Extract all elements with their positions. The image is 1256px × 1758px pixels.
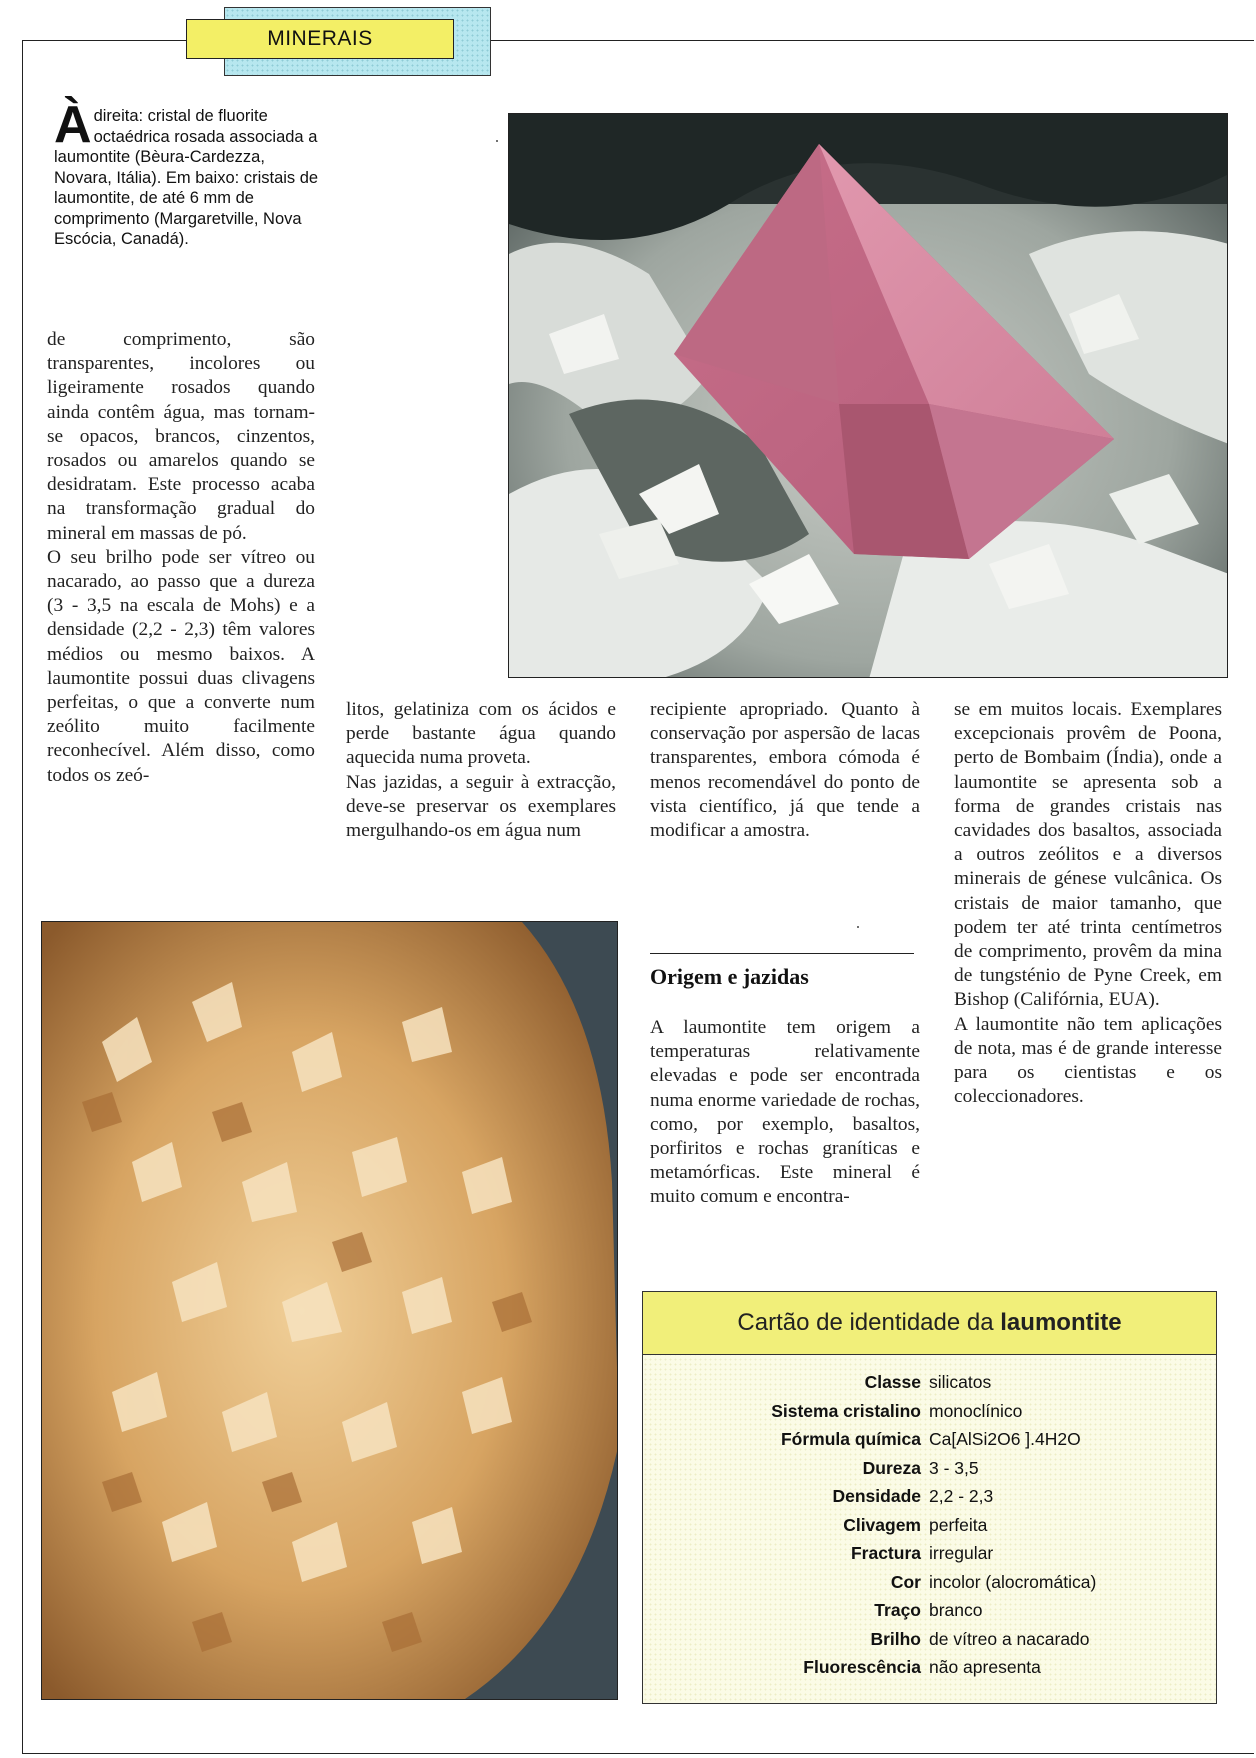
- card-key: Brilho: [870, 1628, 921, 1649]
- card-key: Sistema cristalino: [771, 1400, 921, 1421]
- card-value: incolor (alocromática): [929, 1571, 1097, 1592]
- card-row-cor: [643, 1572, 1216, 1601]
- body-column-1: [47, 328, 315, 788]
- card-key: Fluorescência: [803, 1657, 921, 1677]
- section-heading: Origem e jazidas: [650, 964, 809, 989]
- body-paragraph: recipiente apropriado. Quanto à conservação por aspersão de lacas transparentes, embora cómoda é menos recomendável do ponto de vista científico, já que tende a modificar a amostra.: [650, 699, 920, 842]
- card-key: Fórmula química: [780, 1429, 921, 1449]
- card-key: Fractura: [850, 1543, 921, 1563]
- card-key: Classe: [864, 1372, 921, 1392]
- fluorite-crystal-image: [509, 114, 1228, 678]
- fluorite-photo: [508, 113, 1228, 678]
- card-value: silicatos: [929, 1372, 992, 1392]
- card-value: monoclínico: [929, 1400, 1023, 1421]
- body-column-4: [954, 698, 1222, 1109]
- scan-speck: [857, 926, 859, 928]
- card-value: irregular: [929, 1543, 994, 1563]
- card-value: 3 - 3,5: [929, 1457, 979, 1478]
- section-rule: [650, 953, 914, 954]
- card-row-brilho: [643, 1629, 1216, 1658]
- body-paragraph: A laumontite tem origem a temperaturas relativamente elevadas e pode ser encontrada numa enorme variedade de rochas, como, por exemplo, basaltos, porfiritos e rochas graníticas e metamórficas. Este mineral é muito comum e encontra-: [650, 1017, 920, 1208]
- card-key: Clivagem: [843, 1514, 921, 1535]
- body-column-3-continued: [650, 1016, 920, 1210]
- identity-card-title-mineral: laumontite: [1000, 1309, 1122, 1336]
- caption-dropcap: À: [54, 96, 92, 154]
- card-key: Dureza: [862, 1457, 921, 1478]
- card-value: de vítreo a nacarado: [929, 1628, 1090, 1649]
- identity-card-title-prefix: Cartão de identidade da: [737, 1309, 1001, 1336]
- card-row-traco: [643, 1600, 1216, 1629]
- identity-card: [642, 1291, 1217, 1704]
- body-paragraph: se em muitos locais. Exemplares excepcionais provêm de Poona, perto de Bombaim (Índia), onde a laumontite se apresenta sob a forma de grandes cristais nas cavidades dos basaltos, associada a outros zeólitos e a diversos minerais de génese vulcânica. Os cristais de maior tamanho, que podem ter até trinta centímetros de comprimento, provêm da mina de tungsténio de Pyne Creek, em Bishop (Califórnia, EUA).: [954, 699, 1222, 1011]
- card-row-fluorescencia: [643, 1657, 1216, 1686]
- section-tab: MINERAIS: [186, 19, 454, 59]
- body-paragraph: A laumontite não tem aplicações de nota, mas é de grande interesse para os cientistas e os coleccionadores.: [954, 1013, 1222, 1108]
- card-key: Densidade: [832, 1486, 921, 1506]
- photo-caption: [54, 96, 324, 250]
- card-key: Cor: [890, 1571, 921, 1592]
- identity-card-rows: [643, 1372, 1216, 1686]
- card-value: não apresenta: [929, 1657, 1041, 1677]
- laumontite-crystals-image: [42, 922, 618, 1700]
- card-value: perfeita: [929, 1514, 988, 1535]
- scan-speck: [496, 140, 498, 142]
- card-value: 2,2 - 2,3: [929, 1486, 994, 1506]
- card-row-formula: [643, 1429, 1216, 1458]
- body-paragraph: Nas jazidas, a seguir à extracção, deve-se preservar os exemplares mergulhando-os em água num: [346, 771, 616, 842]
- card-row-sistema: [643, 1401, 1216, 1430]
- body-column-2: [346, 698, 616, 843]
- card-row-fractura: [643, 1543, 1216, 1572]
- card-row-dureza: [643, 1458, 1216, 1487]
- card-key: Traço: [874, 1600, 921, 1620]
- card-value: branco: [929, 1600, 983, 1620]
- caption-text: direita: cristal de fluorite octaédrica rosada associada a laumontite (Bèura-Cardezza, Novara, Itália). Em baixo: cristais de laumontite, de até 6 mm de comprimento (Margaretville, Nova Escócia, Canadá).: [54, 107, 319, 248]
- identity-card-title: [643, 1292, 1216, 1355]
- body-paragraph: O seu brilho pode ser vítreo ou nacarado, ao passo que a dureza (3 - 3,5 na escala de Mohs) e a densidade (2,2 - 2,3) têm valores médios ou mesmo baixos. A laumontite possui duas clivagens perfeitas, o que a converte num zeólito muito facilmente reconhecível. Além disso, como todos os zeó-: [47, 546, 315, 786]
- card-value: Ca[AlSi2O6 ].4H2O: [929, 1429, 1081, 1449]
- body-paragraph: de comprimento, são transparentes, incolores ou ligeiramente rosados quando ainda contêm água, mas tornam-se opacos, brancos, cinzentos, rosados ou amarelos quando se desidratam. Este processo acaba na transformação gradual do mineral em massas de pó.: [47, 329, 315, 544]
- card-row-clivagem: [643, 1515, 1216, 1544]
- laumontite-photo: [41, 921, 618, 1700]
- card-row-classe: [643, 1372, 1216, 1401]
- body-paragraph: litos, gelatiniza com os ácidos e perde bastante água quando aquecida numa proveta.: [346, 699, 616, 769]
- card-row-densidade: [643, 1486, 1216, 1515]
- body-column-3: [650, 698, 920, 843]
